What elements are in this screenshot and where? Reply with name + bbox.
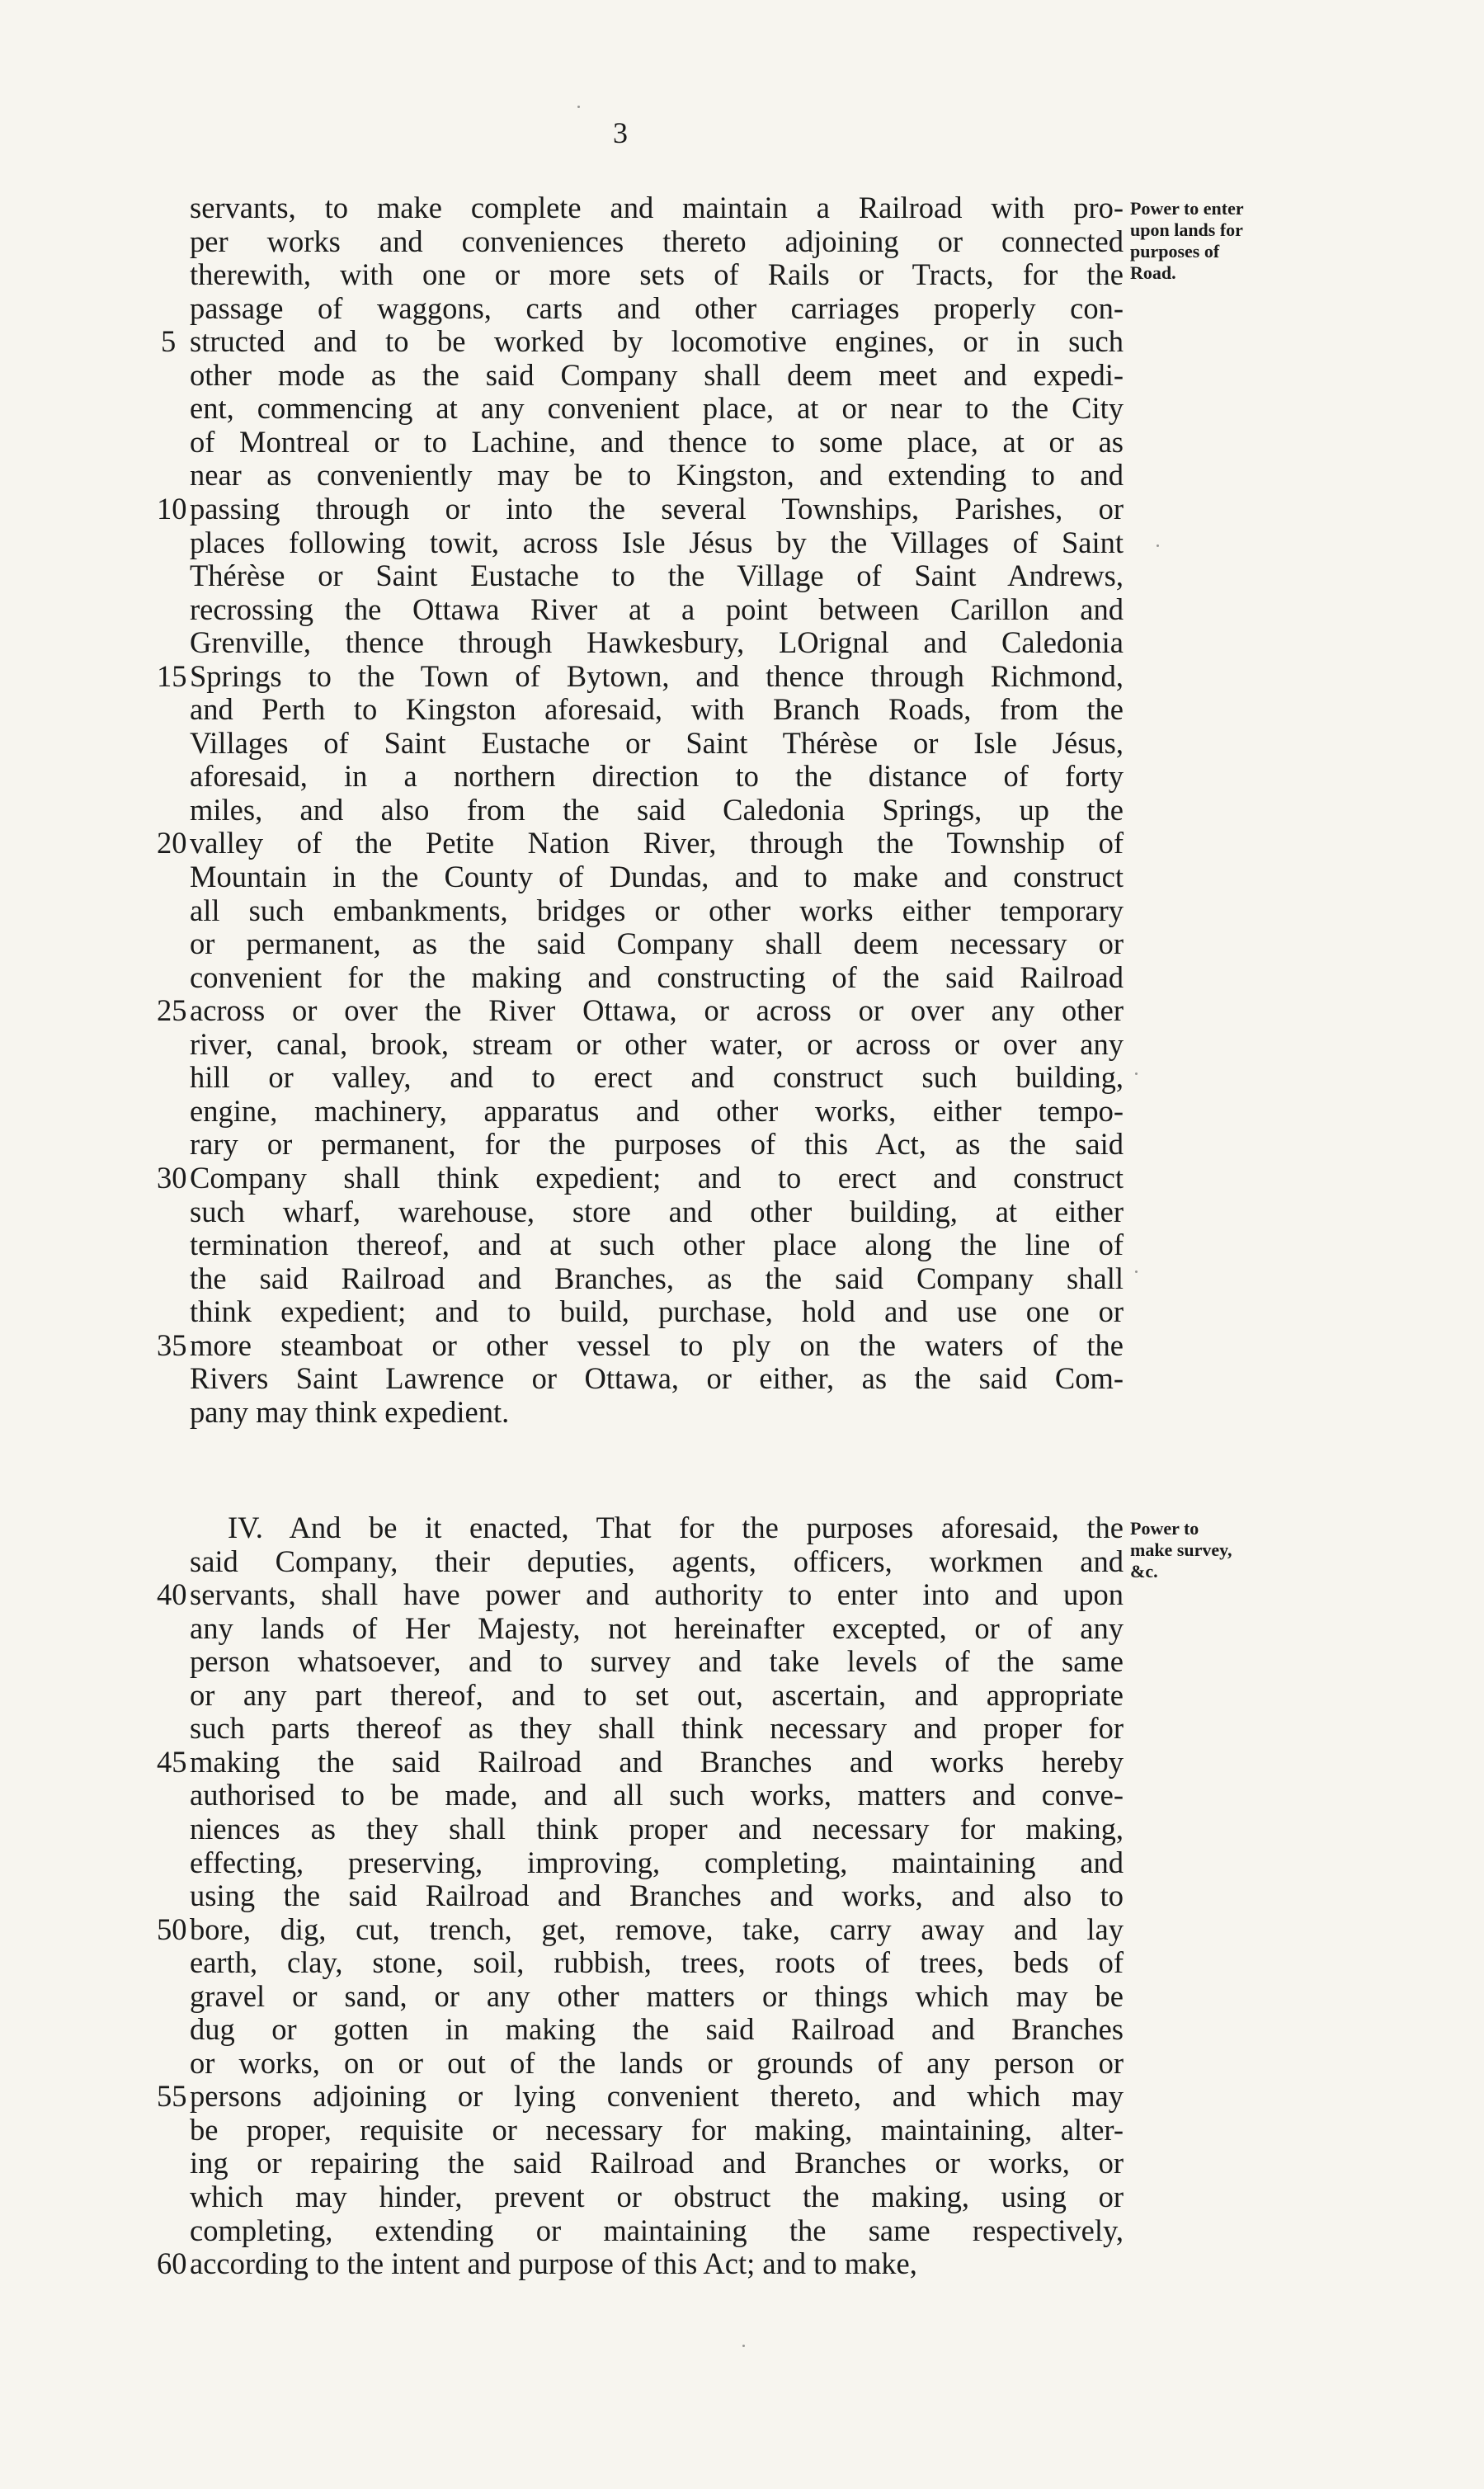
print-speck — [1157, 544, 1159, 547]
margin-note-line: Power to — [1130, 1518, 1199, 1539]
text-line: using the said Railroad and Branches and works, and also to — [190, 1879, 1124, 1913]
text-line: miles, and also from the said Caledonia Springs, up the — [190, 792, 1124, 827]
text-line: Thérèse or Saint Eustache to the Village of Saint Andrews, — [190, 559, 1124, 593]
line-number: 55 — [157, 2079, 187, 2114]
text-line: or works, on or out of the lands or grounds of any person or — [190, 2045, 1124, 2080]
text-line: convenient for the making and constructing of the said Railroad — [190, 959, 1124, 994]
text-line: across or over the River Ottawa, or across or over any other — [190, 993, 1124, 1028]
text-line: passing through or into the several Townships, Parishes, or — [190, 491, 1124, 526]
line-number: 25 — [157, 993, 187, 1028]
margin-note-power-to-enter — [1130, 198, 1244, 284]
text-line: completing, extending or maintaining the same respectively, — [190, 2213, 1124, 2247]
text-line: all such embankments, bridges or other works either temporary — [190, 893, 1124, 927]
text-line: servants, shall have power and authority to enter into and upon — [190, 1577, 1124, 1612]
line-number: 15 — [157, 658, 187, 693]
line-number: 20 — [157, 826, 187, 860]
print-speck — [742, 2345, 745, 2347]
text-line: more steamboat or other vessel to ply on the waters of the — [190, 1327, 1124, 1362]
line-number: 60 — [157, 2246, 187, 2281]
text-line: rary or permanent, for the purposes of this Act, as the said — [190, 1127, 1124, 1162]
text-line: gravel or sand, or any other matters or things which may be — [190, 1978, 1124, 2013]
text-line: any lands of Her Majesty, not hereinafter excepted, or of any — [190, 1610, 1124, 1645]
margin-note-line: &c. — [1130, 1561, 1158, 1582]
margin-note-line: upon lands for — [1130, 219, 1243, 240]
text-line: earth, clay, stone, soil, rubbish, trees, roots of trees, beds of — [190, 1945, 1124, 1980]
text-line: of Montreal or to Lachine, and thence to some place, at or as — [190, 424, 1124, 459]
margin-note-power-to-survey — [1130, 1518, 1232, 1582]
text-line: ing or repairing the said Railroad and Branches or works, or — [190, 2146, 1124, 2180]
text-line: engine, machinery, apparatus and other works, either tempo- — [190, 1093, 1124, 1128]
text-line: Mountain in the County of Dundas, and to make and construct — [190, 860, 1124, 893]
text-line: Grenville, thence through Hawkesbury, LOrignal and Caledonia — [190, 625, 1124, 660]
text-line: dug or gotten in making the said Railroad and Branches — [190, 2012, 1124, 2047]
text-line: aforesaid, in a northern direction to the distance of forty — [190, 759, 1124, 794]
text-line: valley of the Petite Nation River, through the Township of — [190, 826, 1124, 860]
text-line: per works and conveniences thereto adjoining or connected — [190, 224, 1124, 258]
text-line: Rivers Saint Lawrence or Ottawa, or either, as the said Com- — [190, 1361, 1124, 1396]
line-number: 10 — [157, 491, 187, 526]
text-line: river, canal, brook, stream or other water, or across or over any — [190, 1026, 1124, 1061]
text-line: bore, dig, cut, trench, get, remove, take, carry away and lay — [190, 1912, 1124, 1946]
text-line: Springs to the Town of Bytown, and thence through Richmond, — [190, 658, 1124, 693]
text-line: such wharf, warehouse, store and other building, at either — [190, 1194, 1124, 1228]
print-speck — [577, 106, 580, 108]
margin-note-line: Power to enter — [1130, 198, 1244, 219]
text-line: authorised to be made, and all such works, matters and conve- — [190, 1778, 1124, 1813]
text-line: such parts thereof as they shall think necessary and proper for — [190, 1711, 1124, 1746]
line-number: 5 — [161, 324, 177, 359]
text-line: structed and to be worked by locomotive engines, or in such — [190, 324, 1124, 359]
text-line: said Company, their deputies, agents, officers, workmen and — [190, 1544, 1124, 1578]
text-line: according to the intent and purpose of this Act; and to make, — [190, 2246, 917, 2281]
margin-note-line: make survey, — [1130, 1539, 1232, 1560]
text-line: ent, commencing at any convenient place, at or near to the City — [190, 391, 1124, 426]
line-number: 30 — [157, 1160, 187, 1195]
text-line: making the said Railroad and Branches and works hereby — [190, 1744, 1124, 1779]
text-line: IV. And be it enacted, That for the purposes aforesaid, the — [228, 1511, 1124, 1544]
text-line: which may hinder, prevent or obstruct the making, using or — [190, 2180, 1124, 2213]
text-line: near as conveniently may be to Kingston, and extending to and — [190, 458, 1124, 493]
text-line: the said Railroad and Branches, as the said Company shall — [190, 1261, 1124, 1295]
text-line: be proper, requisite or necessary for making, maintaining, alter- — [190, 2112, 1124, 2147]
text-line: servants, to make complete and maintain a Railroad with pro- — [190, 191, 1124, 224]
text-line: think expedient; and to build, purchase, hold and use one or — [190, 1294, 1124, 1329]
text-line: person whatsoever, and to survey and take levels of the same — [190, 1644, 1124, 1679]
line-number: 50 — [157, 1912, 187, 1946]
text-line: niences as they shall think proper and necessary for making, — [190, 1811, 1124, 1846]
text-line: recrossing the Ottawa River at a point between Carillon and — [190, 592, 1124, 626]
text-line: Villages of Saint Eustache or Saint Thérèse or Isle Jésus, — [190, 725, 1124, 760]
print-speck — [1135, 1072, 1138, 1075]
line-number: 35 — [157, 1327, 187, 1362]
line-number: 45 — [157, 1744, 187, 1779]
text-line: termination thereof, and at such other place along the line of — [190, 1228, 1124, 1262]
page-number: 3 — [613, 116, 628, 149]
line-number: 40 — [157, 1577, 187, 1612]
text-line: hill or valley, and to erect and construct such building, — [190, 1060, 1124, 1095]
text-line: effecting, preserving, improving, completing, maintaining and — [190, 1845, 1124, 1879]
text-line: or any part thereof, and to set out, ascertain, and appropriate — [190, 1677, 1124, 1712]
print-speck — [1135, 1270, 1138, 1273]
text-line: pany may think expedient. — [190, 1394, 510, 1429]
text-line: therewith, with one or more sets of Rails or Tracts, for the — [190, 257, 1124, 292]
text-line: persons adjoining or lying convenient thereto, and which may — [190, 2079, 1124, 2114]
text-line: Company shall think expedient; and to erect and construct — [190, 1160, 1124, 1195]
margin-note-line: purposes of — [1130, 241, 1220, 262]
text-line: places following towit, across Isle Jésus by the Villages of Saint — [190, 525, 1124, 559]
text-line: passage of waggons, carts and other carriages properly con- — [190, 290, 1124, 325]
text-line: and Perth to Kingston aforesaid, with Branch Roads, from the — [190, 692, 1124, 727]
margin-note-line: Road. — [1130, 262, 1176, 283]
text-line: other mode as the said Company shall deem meet and expedi- — [190, 357, 1124, 392]
text-line: or permanent, as the said Company shall deem necessary or — [190, 926, 1124, 961]
